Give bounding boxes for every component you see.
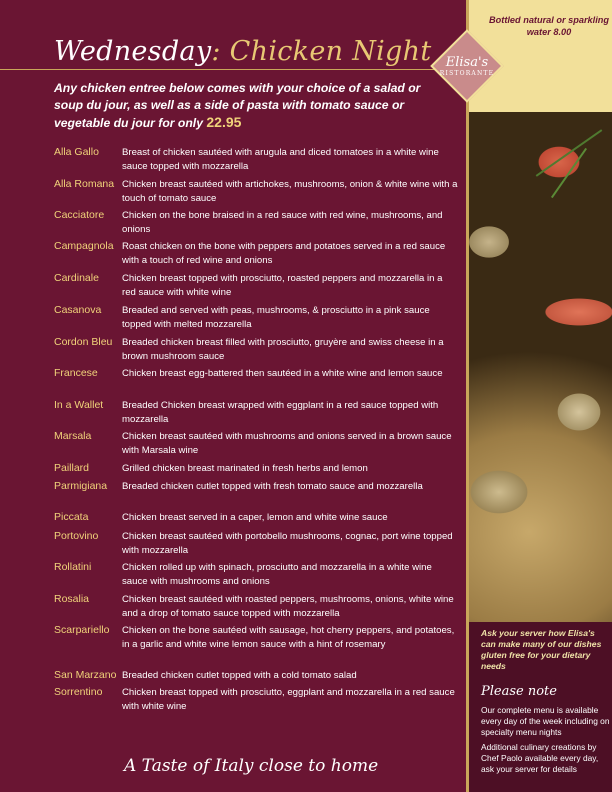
menu-item-name: Rosalia	[54, 593, 90, 605]
menu-item-description: Chicken rolled up with spinach, prosciutto and mozzarella in a white wine sauce with mushrooms and onions	[122, 562, 432, 587]
menu-item-description: Chicken breast served in a caper, lemon and white wine sauce	[122, 512, 388, 523]
logo-subtitle: RISTORANTE	[439, 70, 495, 77]
title-separator: :	[211, 36, 221, 67]
menu-item-name: In a Wallet	[54, 399, 104, 411]
menu-item-description: Breaded and served with peas, mushrooms, & prosciutto in a pink sauce topped with melted mozzarella	[122, 305, 430, 330]
menu-item-description: Chicken breast topped with prosciutto, eggplant and mozzarella in a red sauce with white wine	[122, 687, 455, 712]
menu-item-description: Breaded chicken cutlet topped with a cold tomato salad	[122, 670, 357, 681]
page-title	[54, 36, 431, 67]
menu-item-description: Chicken breast egg-battered then sautéed in a white wine and lemon sauce	[122, 368, 443, 379]
menu-item-name: Cacciatore	[54, 209, 105, 221]
menu-item-description: Chicken breast topped with prosciutto, roasted peppers and mozzarella in a red sauce with white wine	[122, 273, 443, 298]
menu-item-description: Roast chicken on the bone with peppers and potatoes served in a red sauce with a touch of red wine and onions	[122, 241, 446, 266]
menu-item-description: Chicken breast sautéed with mushrooms and onions served in a brown sauce with Marsala wine	[122, 431, 452, 456]
please-note-text: Our complete menu is available every day of the week including on specialty menu nights	[481, 705, 610, 737]
menu-item-name: San Marzano	[54, 669, 117, 681]
menu-item-description: Chicken breast sautéed with roasted peppers, mushrooms, onions, white wine and a drop of tomato sauce topped with mozzarella	[122, 594, 454, 619]
intro-paragraph	[54, 80, 434, 132]
menu-item-name: Alla Gallo	[54, 146, 99, 158]
restaurant-logo	[432, 56, 502, 78]
menu-item-description: Grilled chicken breast marinated in fresh herbs and lemon	[122, 463, 368, 474]
menu-item-description: Chicken on the bone braised in a red sauce with red wine, mushrooms, and onions	[122, 210, 443, 235]
menu-item-name: Paillard	[54, 462, 90, 474]
menu-item-name: Cordon Bleu	[54, 336, 113, 348]
menu-item-name: Sorrentino	[54, 686, 103, 698]
menu-item-name: Portovino	[54, 530, 99, 542]
menu-item-name: Campagnola	[54, 240, 114, 252]
intro-text: Any chicken entree below comes with your choice of a salad or soup du jour, as well as a side of pasta with tomato sauce or vegetable du jour for only	[54, 81, 421, 130]
please-note-text: Additional culinary creations by Chef Paolo available every day, ask your server for details	[481, 742, 599, 774]
menu-item-description: Chicken breast sautéed with portobello mushrooms, cognac, port wine topped with mozzarella	[122, 531, 453, 556]
menu-item-name: Scarpariello	[54, 624, 110, 636]
title-divider	[0, 69, 466, 70]
water-price-text: Bottled natural or sparkling water 8.00	[489, 15, 609, 37]
menu-item-name: Marsala	[54, 430, 92, 442]
menu-item-name: Alla Romana	[54, 178, 115, 190]
herb-sprig	[551, 148, 587, 198]
menu-item-description: Breaded chicken breast filled with prosciutto, gruyère and swiss cheese in a brown mushroom sauce	[122, 337, 444, 362]
logo-name: Elisa's	[445, 55, 489, 70]
menu-item-name: Piccata	[54, 511, 89, 523]
sidebar	[466, 0, 612, 792]
sidebar-notes	[469, 622, 612, 792]
menu-item-description: Breaded Chicken breast wrapped with eggplant in a red sauce topped with mozzarella	[122, 400, 439, 425]
title-name: Chicken Night	[229, 36, 432, 67]
gluten-free-note: Ask your server how Elisa's can make many of our dishes gluten free for your dietary needs	[481, 628, 602, 671]
menu-item-name: Cardinale	[54, 272, 99, 284]
please-note-title: Please note	[481, 684, 557, 699]
intro-price: 22.95	[206, 114, 242, 130]
food-photo	[469, 112, 612, 622]
menu-item-name: Rollatini	[54, 561, 92, 573]
menu-item-name: Parmigiana	[54, 480, 108, 492]
menu-item-description: Breaded chicken cutlet topped with fresh tomato sauce and mozzarella	[122, 481, 423, 492]
menu-item-description: Breast of chicken sautéed with arugula and diced tomatoes in a white wine sauce topped with mozzarella	[122, 147, 439, 172]
menu-item-name: Francese	[54, 367, 98, 379]
menu-item-description: Chicken breast sautéed with artichokes, mushrooms, onion & white wine with a touch of tomato sauce	[122, 179, 458, 204]
tagline: A Taste of Italy close to home	[124, 756, 379, 776]
title-day: Wednesday	[54, 36, 212, 67]
menu-item-description: Chicken on the bone sautéed with sausage, hot cherry peppers, and potatoes, in a garlic and white wine lemon sauce with a hint of rosemary	[122, 625, 455, 650]
menu-item-name: Casanova	[54, 304, 102, 316]
